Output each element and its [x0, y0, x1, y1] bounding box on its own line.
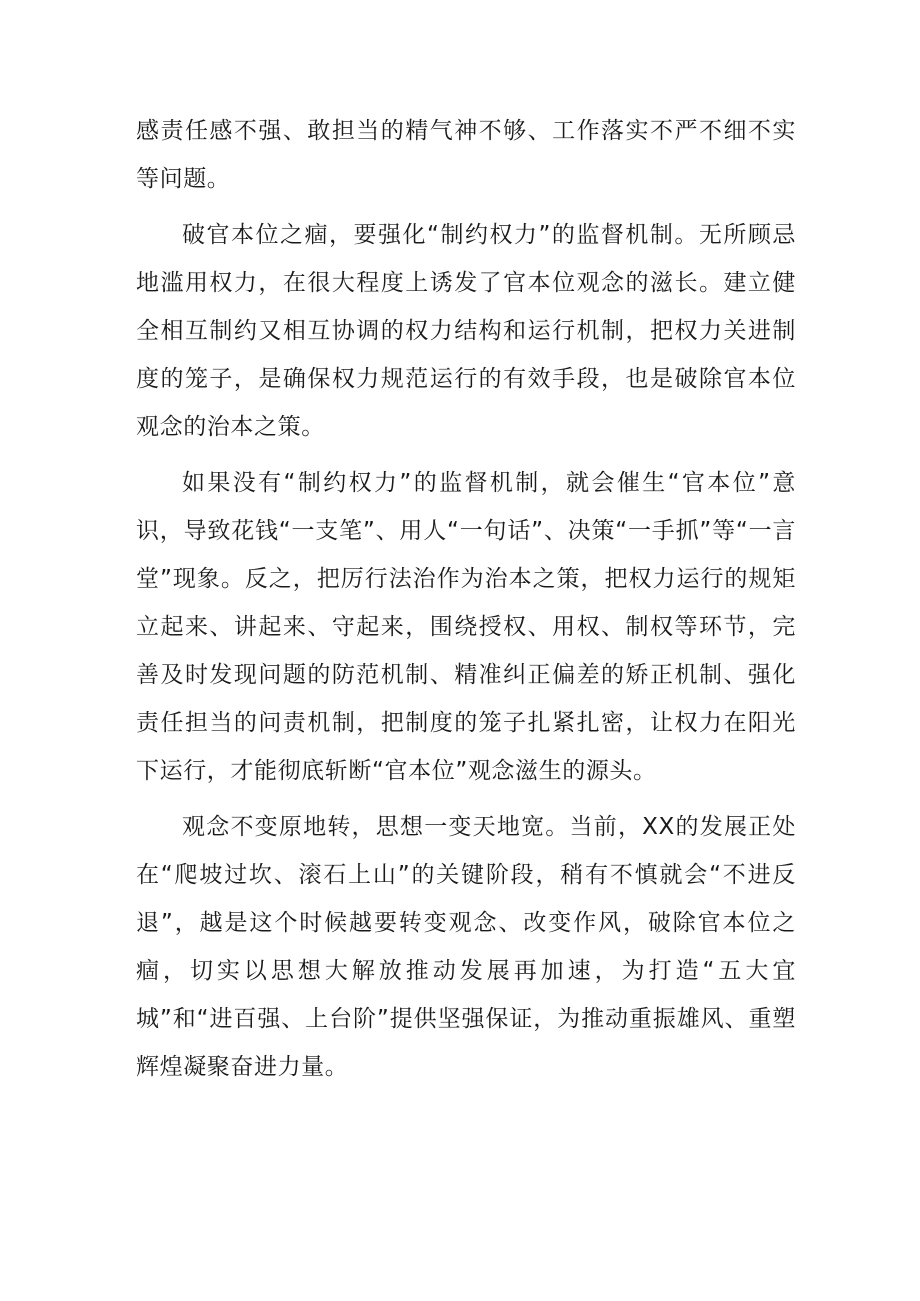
paragraph-conclusion: 观念不变原地转，思想一变天地宽。当前，XX的发展正处在“爬坡过坎、滚石上山”的关键阶段，稍有不慎就会“不进反退”，越是这个时候越要转变观念、改变作风，破除官本位之痼，切实以思想大解放推动发展再加速，为打造“五大宜城”和“进百强、上台阶”提供坚强保证，为推动重振雄风、重塑辉煌凝聚奋进力量。: [136, 814, 796, 1080]
document-body: [136, 107, 796, 1099]
paragraph-continued: 感责任感不强、敢担当的精气神不够、工作落实不严不细不实等问题。: [136, 118, 796, 192]
paragraph-supervision-mechanism: 破官本位之痼，要强化“制约权力”的监督机制。无所顾忌地滥用权力，在很大程度上诱发了官本位观念的滋长。建立健全相互制约又相互协调的权力结构和运行机制，把权力关进制度的笼子，是确保权力规范运行的有效手段，也是破除官本位观念的治本之策。: [136, 222, 796, 440]
paragraph-rule-of-law: 如果没有“制约权力”的监督机制，就会催生“官本位”意识，导致花钱“一支笔”、用人“一句话”、决策“一手抓”等“一言堂”现象。反之，把厉行法治作为治本之策，把权力运行的规矩立起来、讲起来、守起来，围绕授权、用权、制权等环节，完善及时发现问题的防范机制、精准纠正偏差的矫正机制、强化责任担当的问责机制，把制度的笼子扎紧扎密，让权力在阳光下运行，才能彻底斩断“官本位”观念滋生的源头。: [136, 470, 796, 784]
